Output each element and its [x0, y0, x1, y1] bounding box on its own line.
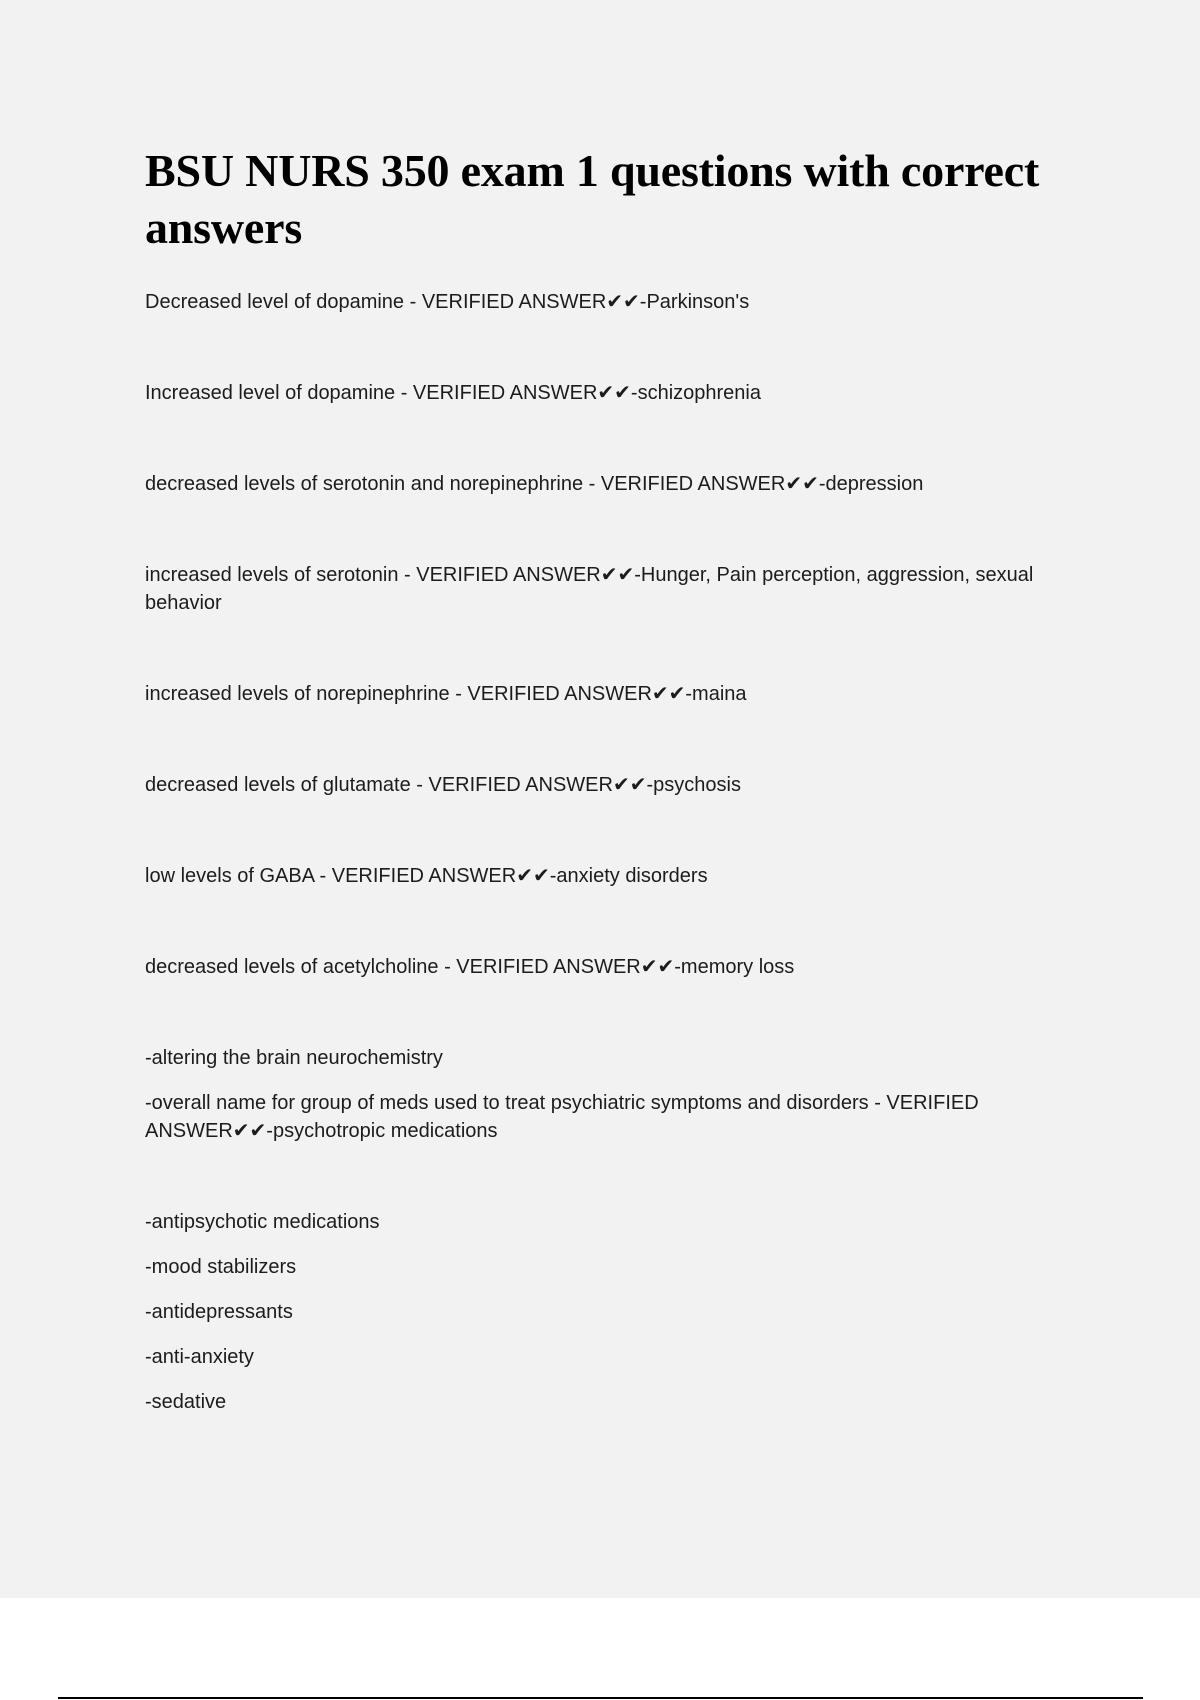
qa-item: low levels of GABA - VERIFIED ANSWER✔✔-anxiety disorders [145, 865, 708, 887]
qa-item: increased levels of norepinephrine - VERIFIED ANSWER✔✔-maina [145, 683, 747, 705]
medication-class-item: -sedative [145, 1391, 227, 1413]
qa-item: Decreased level of dopamine - VERIFIED ANSWER✔✔-Parkinson's [145, 291, 750, 313]
document-content [145, 142, 1075, 1433]
qa-item: Increased level of dopamine - VERIFIED ANSWER✔✔-schizophrenia [145, 382, 761, 404]
medication-class-item: -antipsychotic medications [145, 1211, 380, 1233]
medication-class-item: -mood stabilizers [145, 1256, 297, 1278]
qa-item: decreased levels of serotonin and norepinephrine - VERIFIED ANSWER✔✔-depression [145, 473, 924, 495]
qa-item: -altering the brain neurochemistry [145, 1047, 443, 1069]
qa-item: increased levels of serotonin - VERIFIED ANSWER✔✔-Hunger, Pain perception, aggression, sexual behavior [145, 564, 1034, 614]
qa-item: -overall name for group of meds used to treat psychiatric symptoms and disorders - VERIFIED ANSWER✔✔-psychotropic medications [145, 1092, 979, 1142]
medication-class-list [145, 1208, 1075, 1416]
medication-class-item: -antidepressants [145, 1301, 293, 1323]
document-title: BSU NURS 350 exam 1 questions with correct answers [145, 145, 1040, 253]
qa-item: decreased levels of acetylcholine - VERIFIED ANSWER✔✔-memory loss [145, 956, 795, 978]
footer-divider [58, 1697, 1143, 1699]
medication-class-item: -anti-anxiety [145, 1346, 254, 1368]
qa-item: decreased levels of glutamate - VERIFIED ANSWER✔✔-psychosis [145, 774, 741, 796]
